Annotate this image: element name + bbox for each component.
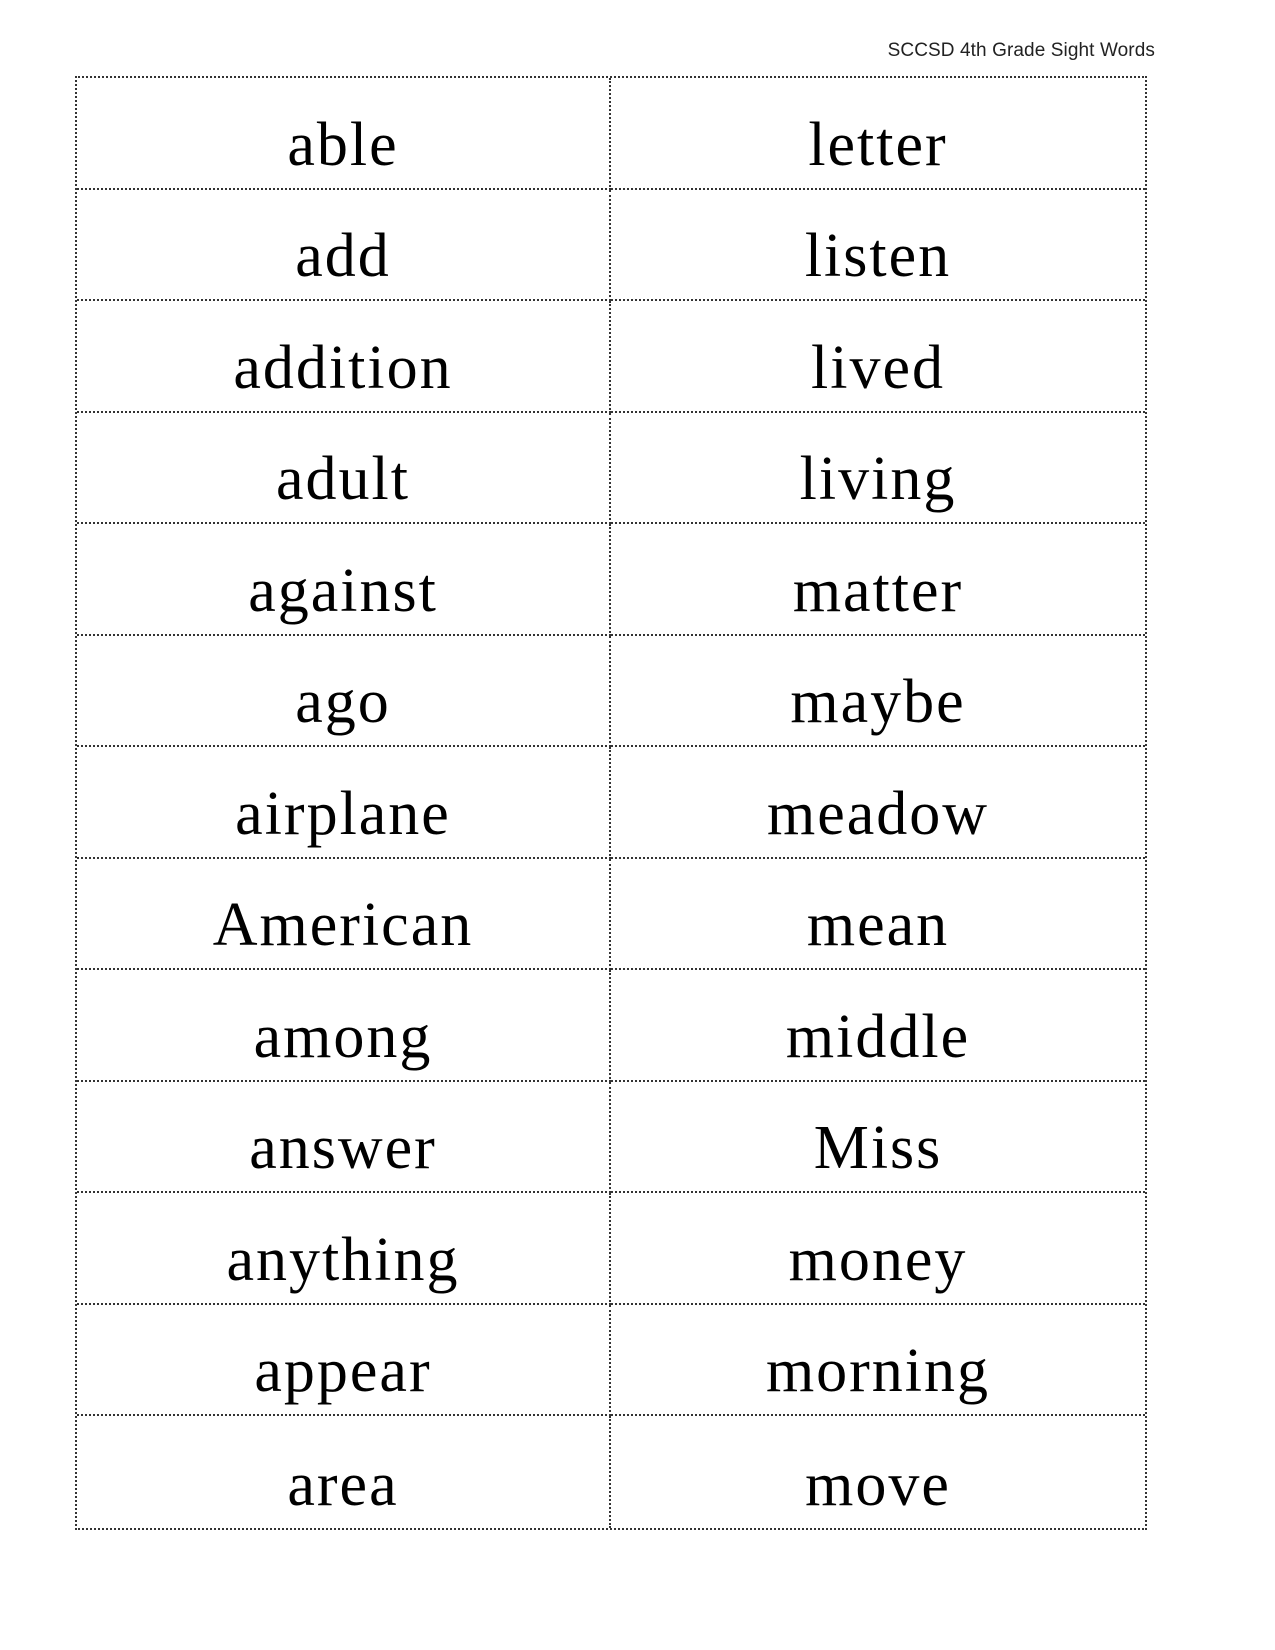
sight-word: living bbox=[799, 445, 957, 514]
sight-word: among bbox=[253, 1002, 433, 1071]
sight-word: meadow bbox=[766, 779, 990, 848]
page-header: SCCSD 4th Grade Sight Words bbox=[887, 40, 1155, 61]
word-card bbox=[611, 1193, 1145, 1305]
word-card bbox=[77, 78, 611, 190]
sight-word: able bbox=[287, 110, 399, 179]
word-card bbox=[611, 413, 1145, 525]
word-card bbox=[611, 636, 1145, 748]
sight-word: area bbox=[287, 1450, 399, 1519]
word-card bbox=[77, 301, 611, 413]
sight-word: middle bbox=[785, 1002, 971, 1071]
sight-word: appear bbox=[254, 1337, 432, 1406]
word-card bbox=[77, 1305, 611, 1417]
word-card bbox=[77, 413, 611, 525]
word-card bbox=[77, 190, 611, 302]
sight-word: money bbox=[788, 1225, 968, 1294]
word-card bbox=[611, 970, 1145, 1082]
sight-word: Miss bbox=[813, 1114, 943, 1183]
word-card bbox=[611, 1416, 1145, 1528]
sight-word: mean bbox=[806, 891, 950, 960]
word-card bbox=[77, 747, 611, 859]
word-card bbox=[77, 1193, 611, 1305]
sight-word: ago bbox=[295, 668, 391, 737]
word-card bbox=[611, 747, 1145, 859]
word-card bbox=[77, 636, 611, 748]
word-card bbox=[77, 1416, 611, 1528]
sight-word: against bbox=[248, 556, 438, 625]
word-card bbox=[77, 524, 611, 636]
word-card bbox=[77, 970, 611, 1082]
sight-word: adult bbox=[276, 445, 410, 514]
sight-word: American bbox=[212, 891, 474, 960]
sight-word: morning bbox=[765, 1337, 991, 1406]
sight-word: addition bbox=[233, 333, 453, 402]
sight-word: move bbox=[805, 1450, 951, 1519]
sight-word: matter bbox=[792, 556, 964, 625]
word-card bbox=[611, 524, 1145, 636]
sight-word: letter bbox=[808, 110, 948, 179]
sight-word: maybe bbox=[790, 668, 966, 737]
word-card bbox=[611, 190, 1145, 302]
sight-word: answer bbox=[249, 1114, 437, 1183]
word-card bbox=[611, 859, 1145, 971]
word-card bbox=[611, 1082, 1145, 1194]
sight-word: lived bbox=[811, 333, 945, 402]
sight-word: anything bbox=[226, 1225, 460, 1294]
sight-word-card-grid bbox=[75, 76, 1147, 1530]
sight-word: listen bbox=[804, 222, 952, 291]
word-card bbox=[611, 1305, 1145, 1417]
word-card bbox=[611, 78, 1145, 190]
word-card bbox=[611, 301, 1145, 413]
sight-word: airplane bbox=[235, 779, 451, 848]
word-card bbox=[77, 1082, 611, 1194]
word-card bbox=[77, 859, 611, 971]
sight-word: add bbox=[295, 222, 391, 291]
